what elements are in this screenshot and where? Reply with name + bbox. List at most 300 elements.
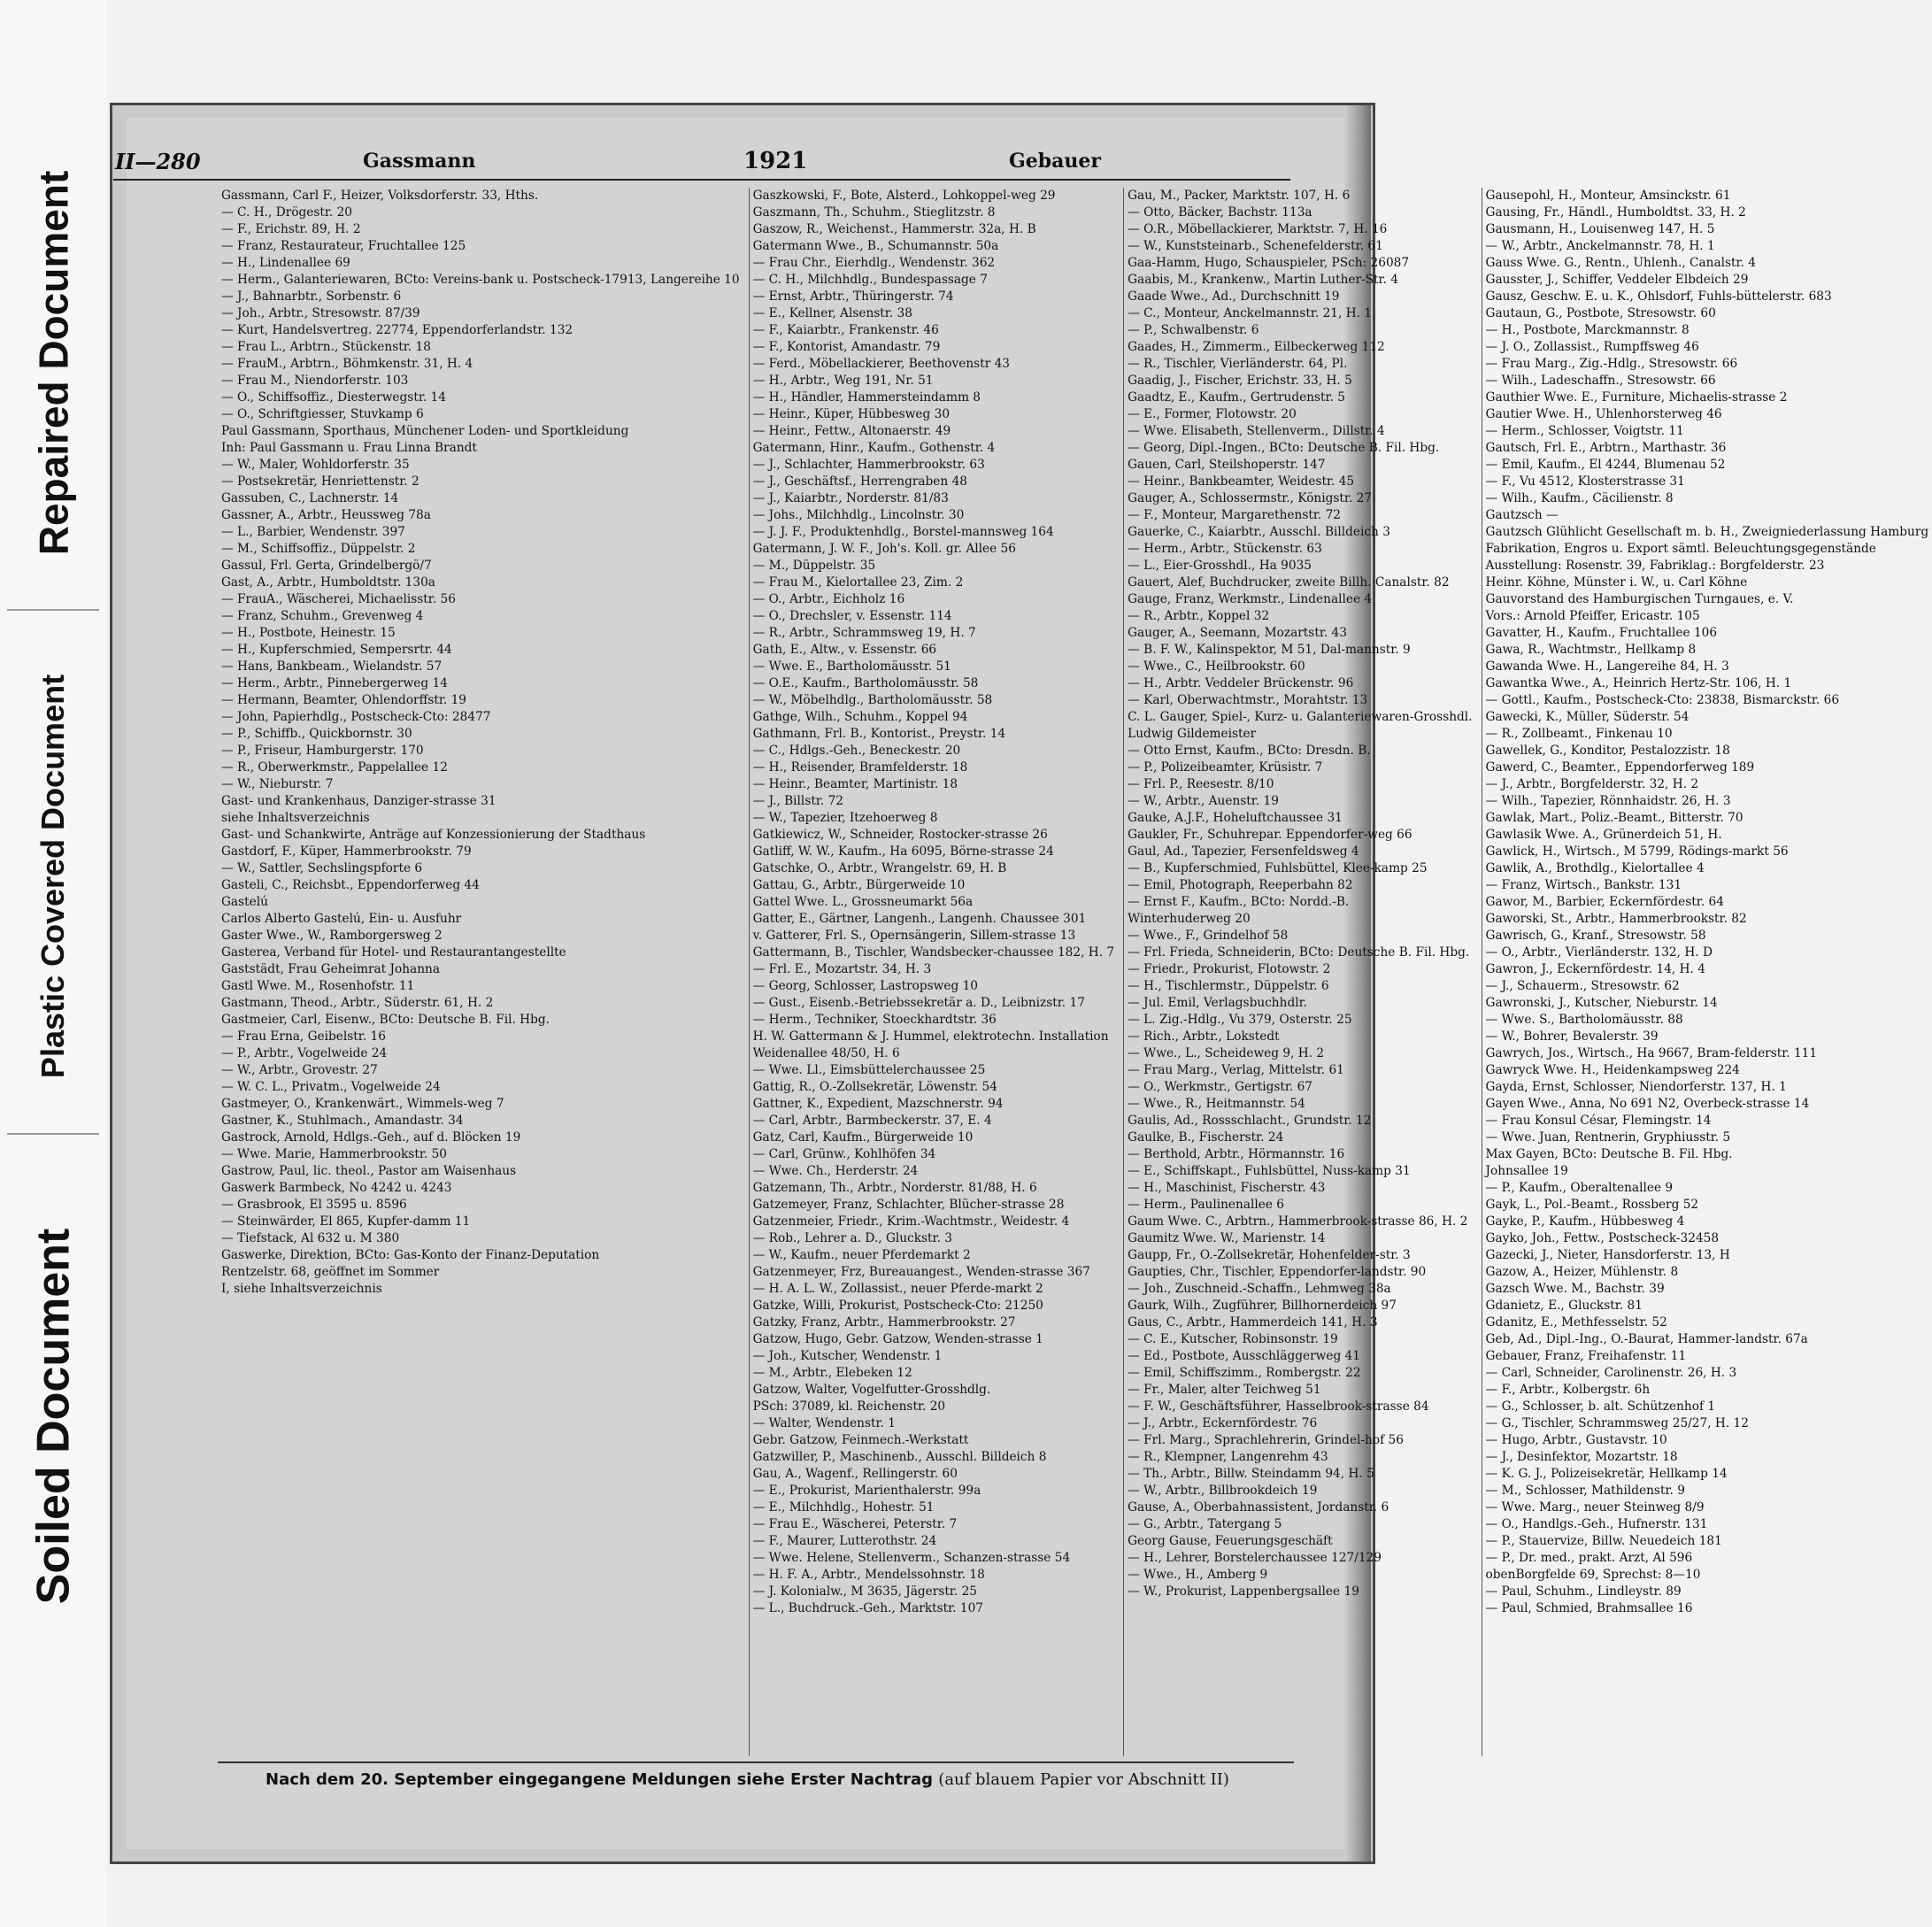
directory-entry: — Carl, Arbtr., Barmbeckerstr. 37, E. 4	[752, 1114, 992, 1128]
directory-entry: Gaszmann, Th., Schuhm., Stieglitzstr. 8	[752, 205, 996, 220]
directory-entry: Gayda, Ernst, Schlosser, Niendorferstr. 137, H. 1	[1485, 1080, 1787, 1094]
header-last-name: Gebauer	[1009, 150, 1102, 173]
directory-entry: Ausstellung: Rosenstr. 39, Fabriklag.: Borgfelderstr. 23	[1485, 559, 1825, 573]
directory-entry: — J., Schauerm., Stresowstr. 62	[1485, 979, 1680, 993]
directory-entry: — Herm., Paulinenallee 6	[1128, 1198, 1285, 1212]
directory-entry: — W., Maler, Wohldorferstr. 35	[221, 458, 410, 472]
directory-entry: — Otto, Bäcker, Bachstr. 113a	[1128, 205, 1312, 220]
directory-entry: Rentzelstr. 68, geöffnet im Sommer	[221, 1265, 440, 1279]
repaired-document-label	[0, 133, 106, 593]
directory-entry: Gdanitz, E., Methfesselstr. 52	[1485, 1315, 1667, 1330]
directory-entry: — Johs., Milchhdlg., Lincolnstr. 30	[752, 508, 965, 522]
directory-entry: — R., Tischler, Vierländerstr. 64, Pl.	[1128, 357, 1348, 371]
directory-entry: — Frau M., Niendorferstr. 103	[221, 374, 409, 388]
directory-entry: — E., Kellner, Alsenstr. 38	[752, 306, 912, 320]
directory-entry: Gaade Wwe., Ad., Durchschnitt 19	[1128, 289, 1340, 304]
directory-entry: Geb, Ad., Dipl.-Ing., O.-Baurat, Hammer-landstr. 67a	[1485, 1332, 1808, 1346]
directory-entry: Gassmann, Carl F., Heizer, Volksdorferstr. 33, Hths.	[221, 189, 539, 203]
directory-entry: — R., Zollbeamt., Finkenau 10	[1485, 727, 1673, 741]
directory-entry: — Fr., Maler, alter Teichweg 51	[1128, 1383, 1321, 1397]
directory-entry: — Franz, Wirtsch., Bankstr. 131	[1485, 878, 1682, 892]
directory-column-1	[218, 188, 743, 1756]
directory-entry: — F., Kontorist, Amandastr. 79	[752, 340, 941, 354]
directory-entry: — W., Arbtr., Anckelmannstr. 78, H. 1	[1485, 239, 1715, 253]
directory-entry: — Frl. E., Mozartstr. 34, H. 3	[752, 962, 932, 976]
sidebar-divider	[7, 609, 99, 611]
directory-entry: — Friedr., Prokurist, Flotowstr. 2	[1128, 962, 1331, 976]
directory-entry: — C., Monteur, Anckelmannstr. 21, H. 1	[1128, 306, 1373, 320]
directory-entry: Gawlik, A., Brothdlg., Kielortallee 4	[1485, 861, 1705, 875]
directory-entry: Gau, A., Wagenf., Rellingerstr. 60	[752, 1467, 958, 1481]
directory-entry: — J., Desinfektor, Mozartstr. 18	[1485, 1450, 1678, 1464]
directory-entry: — Heinr., Beamter, Martinistr. 18	[752, 777, 958, 791]
directory-entry: Gaster Wwe., W., Ramborgersweg 2	[221, 929, 443, 943]
directory-entry: Ludwig Gildemeister	[1128, 727, 1257, 741]
directory-entry: Gaswerk Barmbeck, No 4242 u. 4243	[221, 1181, 452, 1195]
directory-entry: — C., Hdlgs.-Geh., Beneckestr. 20	[752, 744, 961, 758]
directory-entry: Gatzwiller, P., Maschinenb., Ausschl. Billdeich 8	[752, 1450, 1047, 1464]
directory-entry: — Rob., Lehrer a. D., Gluckstr. 3	[752, 1231, 953, 1245]
directory-entry: — P., Stauervize, Billw. Neuedeich 181	[1485, 1534, 1722, 1548]
directory-entry: — Emil, Photograph, Reeperbahn 82	[1128, 878, 1353, 892]
directory-entry: — Wwe. Ch., Herderstr. 24	[752, 1164, 919, 1178]
directory-entry: — F., Kaiarbtr., Frankenstr. 46	[752, 323, 939, 337]
directory-entry: — G., Arbtr., Tatergang 5	[1128, 1517, 1282, 1531]
directory-entry: — Frau Konsul César, Flemingstr. 14	[1485, 1114, 1712, 1128]
directory-entry: — J., Schlachter, Hammerbrookstr. 63	[752, 458, 985, 472]
directory-entry: Gatliff, W. W., Kaufm., Ha 6095, Börne-strasse 24	[752, 844, 1054, 859]
directory-entry: Gathge, Wilh., Schuhm., Koppel 94	[752, 710, 968, 724]
directory-entry: Inh: Paul Gassmann u. Frau Linna Brandt	[221, 441, 477, 455]
directory-entry: — W., Bohrer, Bevalerstr. 39	[1485, 1029, 1659, 1044]
directory-entry: — Frl. Frieda, Schneiderin, BCto: Deutsche B. Fil. Hbg.	[1128, 945, 1470, 960]
directory-entry: — Ernst, Arbtr., Thüringerstr. 74	[752, 289, 954, 304]
directory-entry: Gautzsch Glühlicht Gesellschaft m. b. H., Zweigniederlassung Hamburg	[1485, 525, 1929, 539]
directory-entry: — P., Schwalbenstr. 6	[1128, 323, 1259, 337]
directory-entry: — Herm., Arbtr., Pinnebergerweg 14	[221, 676, 448, 690]
directory-entry: Gatkiewicz, W., Schneider, Rostocker-strasse 26	[752, 828, 1048, 842]
directory-entry: Gawronski, J., Kutscher, Nieburstr. 14	[1485, 996, 1718, 1010]
directory-entry: Gawryck Wwe. H., Heidenkampsweg 224	[1485, 1063, 1740, 1077]
directory-entry: — Emil, Schiffszimm., Rombergstr. 22	[1128, 1366, 1361, 1380]
directory-entry: Gayen Wwe., Anna, No 691 N2, Overbeck-strasse 14	[1485, 1097, 1810, 1111]
directory-entry: — H., Händler, Hammersteindamm 8	[752, 390, 981, 405]
directory-entry: — F., Monteur, Margarethenstr. 72	[1128, 508, 1342, 522]
directory-entry: — J. O., Zollassist., Rumpffsweg 46	[1485, 340, 1699, 354]
directory-entry: Gaukler, Fr., Schuhrepar. Eppendorfer-weg 66	[1128, 828, 1412, 842]
directory-entry: Gast- und Krankenhaus, Danziger-strasse 31	[221, 794, 496, 808]
directory-entry: Gastmeyer, O., Krankenwärt., Wimmels-weg 7	[221, 1097, 504, 1111]
directory-entry: Gautzsch —	[1485, 508, 1559, 522]
directory-entry: Gaszkowski, F., Bote, Alsterd., Lohkoppel-weg 29	[752, 189, 1056, 203]
directory-entry: Gawlak, Mart., Poliz.-Beamt., Bitterstr. 70	[1485, 811, 1743, 825]
directory-entry: — Ernst F., Kaufm., BCto: Nordd.-B.	[1128, 895, 1350, 909]
directory-entry: Gauger, A., Schlossermstr., Königstr. 27	[1128, 491, 1373, 505]
directory-entry: Gawrisch, G., Kranf., Stresowstr. 58	[1485, 929, 1706, 943]
directory-entry: Gayke, P., Kaufm., Hübbesweg 4	[1485, 1214, 1685, 1229]
directory-entry: Gassner, A., Arbtr., Heussweg 78a	[221, 508, 431, 522]
directory-entry: — H., Reisender, Bramfelderstr. 18	[752, 760, 968, 775]
directory-entry: — J. Kolonialw., M 3635, Jägerstr. 25	[752, 1584, 977, 1599]
directory-entry: — F., Erichstr. 89, H. 2	[221, 222, 361, 236]
directory-entry: Gawrych, Jos., Wirtsch., Ha 9667, Bram-felderstr. 111	[1485, 1046, 1818, 1060]
directory-entry: Gatzemann, Th., Arbtr., Norderstr. 81/88, H. 6	[752, 1181, 1037, 1195]
directory-entry: — FrauA., Wäscherei, Michaelisstr. 56	[221, 592, 456, 606]
directory-entry: — R., Arbtr., Koppel 32	[1128, 609, 1270, 623]
directory-entry: — E., Prokurist, Marienthalerstr. 99a	[752, 1484, 981, 1498]
directory-entry: Gast, A., Arbtr., Humboldtstr. 130a	[221, 575, 435, 590]
directory-entry: Gatzow, Walter, Vogelfutter-Grosshdlg.	[752, 1383, 991, 1397]
directory-entry: Gastmeier, Carl, Eisenw., BCto: Deutsche B. Fil. Hbg.	[221, 1013, 550, 1027]
directory-entry: Gattner, K., Expedient, Mazschnerstr. 94	[752, 1097, 1004, 1111]
directory-entry: — Frl. Marg., Sprachlehrerin, Grindel-hof 56	[1128, 1433, 1404, 1447]
directory-entry: — B. F. W., Kalinspektor, M 51, Dal-mannstr. 9	[1128, 643, 1411, 657]
directory-entry: — Joh., Arbtr., Stresowstr. 87/39	[221, 306, 420, 320]
repaired-label-text: Repaired Document	[30, 170, 76, 556]
directory-entry: — E., Milchhdlg., Hohestr. 51	[752, 1500, 935, 1515]
directory-entry: — P., Polizeibeamter, Krüsistr. 7	[1128, 760, 1323, 775]
directory-entry: Gaulis, Ad., Rossschlacht., Grundstr. 12	[1128, 1114, 1372, 1128]
directory-entry: — F., Vu 4512, Klosterstrasse 31	[1485, 474, 1685, 489]
directory-entry: — W., Kaufm., neuer Pferdemarkt 2	[752, 1248, 971, 1262]
directory-entry: — Wwe., F., Grindelhof 58	[1128, 929, 1289, 943]
directory-entry: Gausster, J., Schiffer, Veddeler Elbdeich 29	[1485, 273, 1749, 287]
page-header	[115, 146, 1292, 176]
directory-column-2	[749, 188, 1119, 1756]
directory-entry: — Hans, Bankbeam., Wielandstr. 57	[221, 659, 443, 674]
plastic-covered-document-label	[0, 637, 106, 1115]
directory-entry: siehe Inhaltsverzeichnis	[221, 811, 370, 825]
directory-entry: Gastelú	[221, 895, 268, 909]
directory-entry: — Paul, Schmied, Brahmsallee 16	[1485, 1601, 1693, 1615]
page-number: II—280	[115, 148, 201, 174]
directory-entry: — O., Drechsler, v. Essenstr. 114	[752, 609, 952, 623]
directory-entry: — Wwe. Elisabeth, Stellenverm., Dillstr. 4	[1128, 424, 1385, 438]
directory-entry: — W., Kunststeinarb., Schenefelderstr. 61	[1128, 239, 1383, 253]
directory-entry: Gazow, A., Heizer, Mühlenstr. 8	[1485, 1265, 1679, 1279]
directory-entry: Gattau, G., Arbtr., Bürgerweide 10	[752, 878, 966, 892]
directory-entry: — W., Arbtr., Auenstr. 19	[1128, 794, 1279, 808]
directory-entry: — H., Kupferschmied, Sempersrtr. 44	[221, 643, 452, 657]
directory-entry: Gaul, Ad., Tapezier, Fersenfeldsweg 4	[1128, 844, 1359, 859]
directory-entry: — Carl, Schneider, Carolinenstr. 26, H. 3	[1485, 1366, 1737, 1380]
directory-entry: — W., Möbelhdlg., Bartholomäusstr. 58	[752, 693, 993, 707]
directory-entry: Gebr. Gatzow, Feinmech.-Werkstatt	[752, 1433, 969, 1447]
directory-entry: Gasteli, C., Reichsbt., Eppendorferweg 44	[221, 878, 480, 892]
directory-entry: PSch: 37089, kl. Reichenstr. 20	[752, 1399, 946, 1414]
directory-entry: — Wwe. Marg., neuer Steinweg 8/9	[1485, 1500, 1705, 1515]
directory-entry: C. L. Gauger, Spiel-, Kurz- u. Galanteriewaren-Grosshdl.	[1128, 710, 1473, 724]
directory-entry: Gath, E., Altw., v. Essenstr. 66	[752, 643, 937, 657]
directory-entry: — Wwe. Helene, Stellenverm., Schanzen-strasse 54	[752, 1551, 1071, 1565]
directory-entry: — Wwe. E., Bartholomäusstr. 51	[752, 659, 951, 674]
header-first-name: Gassmann	[363, 150, 476, 173]
directory-entry: Gaadtz, E., Kaufm., Gertrudenstr. 5	[1128, 390, 1345, 405]
directory-entry: — C. H., Milchhdlg., Bundespassage 7	[752, 273, 988, 287]
directory-entry: Gause, A., Oberbahnassistent, Jordanstr. 6	[1128, 1500, 1389, 1515]
directory-entry: Gatermann Wwe., B., Schumannstr. 50a	[752, 239, 999, 253]
directory-entry: — Gottl., Kaufm., Postscheck-Cto: 23838, Bismarckstr. 66	[1485, 693, 1840, 707]
directory-entry: Gatzow, Hugo, Gebr. Gatzow, Wenden-strasse 1	[752, 1332, 1043, 1346]
directory-entry: Gawa, R., Wachtmstr., Hellkamp 8	[1485, 643, 1697, 657]
soiled-document-label	[0, 1151, 106, 1682]
directory-entry: Max Gayen, BCto: Deutsche B. Fil. Hbg.	[1485, 1147, 1733, 1161]
directory-entry: Gawlasik Wwe. A., Grünerdeich 51, H.	[1485, 828, 1722, 842]
directory-entry: — Ed., Postbote, Ausschläggerweg 41	[1128, 1349, 1360, 1363]
directory-entry: — Franz, Schuhm., Grevenweg 4	[221, 609, 424, 623]
directory-entry: Gathmann, Frl. B., Kontorist., Preystr. 14	[752, 727, 1006, 741]
directory-entry: — Wwe. S., Bartholomäusstr. 88	[1485, 1013, 1683, 1027]
directory-entry: Gaadig, J., Fischer, Erichstr. 33, H. 5	[1128, 374, 1352, 388]
directory-entry: Gausz, Geschw. E. u. K., Ohlsdorf, Fuhls-büttelerstr. 683	[1485, 289, 1832, 304]
footer-note	[266, 1770, 1328, 1793]
directory-entry: — H., Tischlermstr., Düppelstr. 6	[1128, 979, 1329, 993]
directory-entry: — Wwe., H., Amberg 9	[1128, 1568, 1268, 1582]
directory-entry: Gastl Wwe. M., Rosenhofstr. 11	[221, 979, 415, 993]
directory-entry: Gauthier Wwe. E., Furniture, Michaelis-strasse 2	[1485, 390, 1788, 405]
directory-entry: Gaststädt, Frau Geheimrat Johanna	[221, 962, 440, 976]
directory-entry: Gauss Wwe. G., Rentn., Uhlenh., Canalstr. 4	[1485, 256, 1756, 270]
directory-entry: Gawerd, C., Beamter., Eppendorferweg 189	[1485, 760, 1755, 775]
directory-entry: — Kurt, Handelsvertreg. 22774, Eppendorferlandstr. 132	[221, 323, 573, 337]
directory-entry: Gawor, M., Barbier, Eckernfördestr. 64	[1485, 895, 1724, 909]
directory-entry: Gau, M., Packer, Marktstr. 107, H. 6	[1128, 189, 1351, 203]
directory-entry: Gastner, K., Stuhlmach., Amandastr. 34	[221, 1114, 464, 1128]
directory-entry: — Frau Chr., Eierhdlg., Wendenstr. 362	[752, 256, 996, 270]
directory-entry: — Emil, Kaufm., El 4244, Blumenau 52	[1485, 458, 1726, 472]
directory-entry: Gaus, C., Arbtr., Hammerdeich 141, H. 3	[1128, 1315, 1378, 1330]
directory-entry: — W., Nieburstr. 7	[221, 777, 334, 791]
directory-entry: Gaswerke, Direktion, BCto: Gas-Konto der Finanz-Deputation	[221, 1248, 600, 1262]
footer-rule	[218, 1761, 1294, 1763]
sidebar	[0, 0, 106, 1927]
directory-entry: Gastmann, Theod., Arbtr., Süderstr. 61, H. 2	[221, 996, 494, 1010]
directory-entry: — J., Bahnarbtr., Sorbenstr. 6	[221, 289, 402, 304]
directory-entry: Carlos Alberto Gastelú, Ein- u. Ausfuhr	[221, 912, 462, 926]
directory-entry: Gatermann, J. W. F., Joh's. Koll. gr. Allee 56	[752, 542, 1016, 556]
directory-entry: Gatzenmeyer, Frz, Bureauangest., Wenden-strasse 367	[752, 1265, 1090, 1279]
directory-entry: Gast- und Schankwirte, Anträge auf Konzessionierung der Stadthaus	[221, 828, 646, 842]
directory-entry: — Walter, Wendenstr. 1	[752, 1416, 896, 1430]
directory-column-4	[1482, 188, 1932, 1756]
directory-entry: — P., Kaufm., Oberaltenallee 9	[1485, 1181, 1674, 1195]
directory-entry: — Jul. Emil, Verlagsbuchhdlr.	[1128, 996, 1307, 1010]
directory-entry: Gautsch, Frl. E., Arbtrn., Marthastr. 36	[1485, 441, 1727, 455]
directory-entry: — L., Eier-Grosshdl., Ha 9035	[1128, 559, 1312, 573]
directory-entry: — O.E., Kaufm., Bartholomäusstr. 58	[752, 676, 979, 690]
directory-entry: — Herm., Techniker, Stoeckhardtstr. 36	[752, 1013, 997, 1027]
directory-entry: Gawantka Wwe., A., Heinrich Hertz-Str. 106, H. 1	[1485, 676, 1792, 690]
directory-entry: Gaupp, Fr., O.-Zollsekretär, Hohenfelder-str. 3	[1128, 1248, 1411, 1262]
plastic-label-text: Plastic Covered Document	[35, 674, 72, 1079]
footer-bold-text: Nach dem 20. September eingegangene Meldungen siehe Erster Nachtrag	[266, 1770, 934, 1789]
header-rule	[113, 179, 1290, 181]
directory-entry: Gaades, H., Zimmerm., Eilbeckerweg 112	[1128, 340, 1385, 354]
directory-entry: — H., Lehrer, Borstelerchaussee 127/129	[1128, 1551, 1382, 1565]
directory-entry: — Wwe., R., Heitmannstr. 54	[1128, 1097, 1305, 1111]
directory-entry: Weidenallee 48/50, H. 6	[752, 1046, 900, 1060]
directory-entry: Gauen, Carl, Steilshoperstr. 147	[1128, 458, 1326, 472]
directory-entry: — H., Postbote, Heinestr. 15	[221, 626, 396, 640]
directory-entry: — P., Friseur, Hamburgerstr. 170	[221, 744, 424, 758]
directory-entry: — M., Schlosser, Mathildenstr. 9	[1485, 1484, 1685, 1498]
directory-entry: — P., Schiffb., Quickbornstr. 30	[221, 727, 412, 741]
directory-entry: Gattermann, B., Tischler, Wandsbecker-chaussee 182, H. 7	[752, 945, 1115, 960]
directory-entry: Gatermann, Hinr., Kaufm., Gothenstr. 4	[752, 441, 996, 455]
directory-entry: Gatzenmeier, Friedr., Krim.-Wachtmstr., Weidestr. 4	[752, 1214, 1070, 1229]
directory-entry: — Berthold, Arbtr., Hörmannstr. 16	[1128, 1147, 1345, 1161]
directory-entry: Gattel Wwe. L., Grossneumarkt 56a	[752, 895, 974, 909]
header-year: 1921	[743, 148, 808, 174]
directory-entry: — Hugo, Arbtr., Gustavstr. 10	[1485, 1433, 1667, 1447]
directory-entry: Gausepohl, H., Monteur, Amsinckstr. 61	[1485, 189, 1731, 203]
directory-entry: — O.R., Möbellackierer, Marktstr. 7, H. 16	[1128, 222, 1388, 236]
directory-entry: Gaulke, B., Fischerstr. 24	[1128, 1130, 1284, 1145]
directory-entry: — F., Maurer, Lutterothstr. 24	[752, 1534, 937, 1548]
directory-entry: Gatzemeyer, Franz, Schlachter, Blücher-strasse 28	[752, 1198, 1065, 1212]
directory-entry: — Joh., Zuschneid.-Schaffn., Lehmweg 38a	[1128, 1282, 1391, 1296]
sidebar-divider	[7, 1133, 99, 1135]
directory-entry: — E., Schiffskapt., Fuhlsbüttel, Nuss-kamp 31	[1128, 1164, 1411, 1178]
directory-entry: — W., Arbtr., Grovestr. 27	[221, 1063, 378, 1077]
directory-entry: — Wwe. Ll., Eimsbüttelerchaussee 25	[752, 1063, 986, 1077]
directory-entry: Gautaun, G., Postbote, Stresowstr. 60	[1485, 306, 1716, 320]
directory-entry: — O., Arbtr., Vierländerstr. 132, H. D	[1485, 945, 1713, 960]
directory-entry: — C. E., Kutscher, Robinsonstr. 19	[1128, 1332, 1338, 1346]
directory-entry: Gauge, Franz, Werkmstr., Lindenallee 4	[1128, 592, 1373, 606]
directory-entry: — Heinr., Fettw., Altonaerstr. 49	[752, 424, 951, 438]
directory-entry: v. Gatterer, Frl. S., Opernsängerin, Sillem-strasse 13	[752, 929, 1076, 943]
directory-entry: — FrauM., Arbtrn., Böhmkenstr. 31, H. 4	[221, 357, 473, 371]
directory-entry: — W., Sattler, Sechslingspforte 6	[221, 861, 423, 875]
directory-entry: — H., Arbtr., Weg 191, Nr. 51	[752, 374, 934, 388]
directory-entry: Gawlick, H., Wirtsch., M 5799, Rödings-markt 56	[1485, 844, 1789, 859]
directory-entry: — H. A. L. W., Zollassist., neuer Pferde-markt 2	[752, 1282, 1043, 1296]
directory-entry: — John, Papierhdlg., Postscheck-Cto: 28477	[221, 710, 491, 724]
directory-entry: — W. C. L., Privatm., Vogelweide 24	[221, 1080, 441, 1094]
directory-entry: Gazecki, J., Nieter, Hansdorferstr. 13, H	[1485, 1248, 1730, 1262]
directory-entry: — Georg, Schlosser, Lastropsweg 10	[752, 979, 978, 993]
directory-entry: — J., Geschäftsf., Herrengraben 48	[752, 474, 967, 489]
directory-entry: — R., Oberwerkmstr., Pappelallee 12	[221, 760, 448, 775]
directory-entry: — Frau M., Kielortallee 23, Zim. 2	[752, 575, 964, 590]
directory-entry: — P., Arbtr., Vogelweide 24	[221, 1046, 388, 1060]
directory-entry: — Franz, Restaurateur, Fruchtallee 125	[221, 239, 466, 253]
directory-entry: — H., Lindenallee 69	[221, 256, 350, 270]
directory-entry: Heinr. Köhne, Münster i. W., u. Carl Köhne	[1485, 575, 1748, 590]
directory-entry: — Rich., Arbtr., Lokstedt	[1128, 1029, 1280, 1044]
directory-entry: Gautier Wwe. H., Uhlenhorsterweg 46	[1485, 407, 1722, 421]
directory-entry: — Hermann, Beamter, Ohlendorffstr. 19	[221, 693, 467, 707]
soiled-label-text: Soiled Document	[27, 1228, 79, 1605]
directory-entry: — Wwe., L., Scheideweg 9, H. 2	[1128, 1046, 1325, 1060]
directory-entry: Gauger, A., Seemann, Mozartstr. 43	[1128, 626, 1347, 640]
directory-entry: Gauvorstand des Hamburgischen Turngaues, e. V.	[1485, 592, 1794, 606]
directory-entry: — H. F. A., Arbtr., Mendelssohnstr. 18	[752, 1568, 985, 1582]
directory-entry: Gatz, Carl, Kaufm., Bürgerweide 10	[752, 1130, 974, 1145]
directory-entry: — G., Schlosser, b. alt. Schützenhof 1	[1485, 1399, 1716, 1414]
directory-entry: Paul Gassmann, Sporthaus, Münchener Loden- und Sportkleidung	[221, 424, 629, 438]
directory-entry: Gdanietz, E., Gluckstr. 81	[1485, 1299, 1643, 1313]
directory-entry: Gazsch Wwe. M., Bachstr. 39	[1485, 1282, 1665, 1296]
directory-entry: Gaszow, R., Weichenst., Hammerstr. 32a, H. B	[752, 222, 1036, 236]
directory-entry: Gausmann, H., Louisenweg 147, H. 5	[1485, 222, 1715, 236]
directory-entry: Gauert, Alef, Buchdrucker, zweite Billh. Canalstr. 82	[1128, 575, 1450, 590]
directory-entry: — Herm., Galanteriewaren, BCto: Vereins-bank u. Postscheck-17913, Langereihe 10	[221, 273, 740, 287]
directory-entry: Gaupties, Chr., Tischler, Eppendorfer-landstr. 90	[1128, 1265, 1427, 1279]
directory-entry: Gatzke, Willi, Prokurist, Postscheck-Cto: 21250	[752, 1299, 1043, 1313]
directory-entry: — Frau Erna, Geibelstr. 16	[221, 1029, 386, 1044]
directory-entry: — H., Maschinist, Fischerstr. 43	[1128, 1181, 1326, 1195]
directory-entry: — F. W., Geschäftsführer, Hasselbrook-strasse 84	[1128, 1399, 1429, 1414]
directory-entry: Gauerke, C., Kaiarbtr., Ausschl. Billdeich 3	[1128, 525, 1390, 539]
directory-entry: Gassuben, C., Lachnerstr. 14	[221, 491, 399, 505]
directory-entry: Gaabis, M., Krankenw., Martin Luther-Str. 4	[1128, 273, 1398, 287]
directory-entry: I, siehe Inhaltsverzeichnis	[221, 1282, 382, 1296]
directory-entry: — Herm., Arbtr., Stückenstr. 63	[1128, 542, 1322, 556]
directory-entry: — L. Zig.-Hdlg., Vu 379, Osterstr. 25	[1128, 1013, 1352, 1027]
directory-entry: — Wilh., Tapezier, Rönnhaidstr. 26, H. 3	[1485, 794, 1731, 808]
directory-entry: Winterhuderweg 20	[1128, 912, 1251, 926]
directory-entry: — O., Handlgs.-Geh., Hufnerstr. 131	[1485, 1517, 1708, 1531]
directory-entry: Georg Gause, Feuerungsgeschäft	[1128, 1534, 1333, 1548]
directory-entry: — Postsekretär, Henriettenstr. 2	[221, 474, 419, 489]
directory-entry: Gassul, Frl. Gerta, Grindelbergö/7	[221, 559, 432, 573]
directory-entry: Gatzky, Franz, Arbtr., Hammerbrookstr. 27	[752, 1315, 1016, 1330]
directory-entry: — M., Arbtr., Elebeken 12	[752, 1366, 912, 1380]
directory-entry: — J. J. F., Produktenhdlg., Borstel-mannsweg 164	[752, 525, 1054, 539]
directory-entry: — M., Schiffsoffiz., Düppelstr. 2	[221, 542, 416, 556]
directory-entry: — O., Werkmstr., Gertigstr. 67	[1128, 1080, 1313, 1094]
directory-entry: — G., Tischler, Schrammsweg 25/27, H. 12	[1485, 1416, 1749, 1430]
directory-entry: Gaum Wwe. C., Arbtrn., Hammerbrook-strasse 86, H. 2	[1128, 1214, 1468, 1229]
directory-entry: — Wwe., C., Heilbrookstr. 60	[1128, 659, 1305, 674]
directory-entry: Gastrock, Arnold, Hdlgs.-Geh., auf d. Blöcken 19	[221, 1130, 521, 1145]
directory-entry: Gattig, R., O.-Zollsekretär, Löwenstr. 54	[752, 1080, 997, 1094]
directory-entry: — B., Kupferschmied, Fuhlsbüttel, Klee-kamp 25	[1128, 861, 1428, 875]
directory-entry: obenBorgfelde 69, Sprechst: 8—10	[1485, 1568, 1701, 1582]
directory-entry: Gasterea, Verband für Hotel- und Restaurantangestellte	[221, 945, 566, 960]
directory-entry: — Herm., Schlosser, Voigtstr. 11	[1485, 424, 1684, 438]
directory-entry: — W., Prokurist, Lappenbergsallee 19	[1128, 1584, 1359, 1599]
directory-entry: — Tiefstack, Al 632 u. M 380	[221, 1231, 400, 1245]
directory-entry: — R., Klempner, Langenrehm 43	[1128, 1450, 1328, 1464]
directory-entry: Gaurk, Wilh., Zugführer, Billhornerdeich 97	[1128, 1299, 1397, 1313]
directory-entry: — E., Former, Flotowstr. 20	[1128, 407, 1297, 421]
directory-entry: — P., Dr. med., prakt. Arzt, Al 596	[1485, 1551, 1693, 1565]
directory-entry: — M., Düppelstr. 35	[752, 559, 876, 573]
directory-entry: Gebauer, Franz, Freihafenstr. 11	[1485, 1349, 1687, 1363]
directory-entry: — Wilh., Kaufm., Cäcilienstr. 8	[1485, 491, 1674, 505]
directory-entry: Johnsallee 19	[1485, 1164, 1568, 1178]
directory-entry: — Paul, Schuhm., Lindleystr. 89	[1485, 1584, 1682, 1599]
directory-entry: — Joh., Kutscher, Wendenstr. 1	[752, 1349, 943, 1363]
directory-entry: Gavatter, H., Kaufm., Fruchtallee 106	[1485, 626, 1718, 640]
directory-entry: — K. G. J., Polizeisekretär, Hellkamp 14	[1485, 1467, 1728, 1481]
directory-entry: — R., Arbtr., Schrammsweg 19, H. 7	[752, 626, 976, 640]
directory-entry: Gatschke, O., Arbtr., Wrangelstr. 69, H. B	[752, 861, 1007, 875]
directory-entry: H. W. Gattermann & J. Hummel, elektrotechn. Installation	[752, 1029, 1109, 1044]
directory-entry: — Frau E., Wäscherei, Peterstr. 7	[752, 1517, 958, 1531]
footer-tail-text: (auf blauem Papier vor Abschnitt II)	[938, 1770, 1229, 1789]
directory-entry: Vors.: Arnold Pfeiffer, Ericastr. 105	[1485, 609, 1700, 623]
directory-entry: — Georg, Dipl.-Ingen., BCto: Deutsche B. Fil. Hbg.	[1128, 441, 1440, 455]
directory-entry: — J., Billstr. 72	[752, 794, 843, 808]
directory-entry: — O., Arbtr., Eichholz 16	[752, 592, 905, 606]
directory-entry: — Carl, Grünw., Kohlhöfen 34	[752, 1147, 936, 1161]
directory-entry: — Frl. P., Reesestr. 8/10	[1128, 777, 1274, 791]
directory-entry: — Wwe. Marie, Hammerbrookstr. 50	[221, 1147, 447, 1161]
